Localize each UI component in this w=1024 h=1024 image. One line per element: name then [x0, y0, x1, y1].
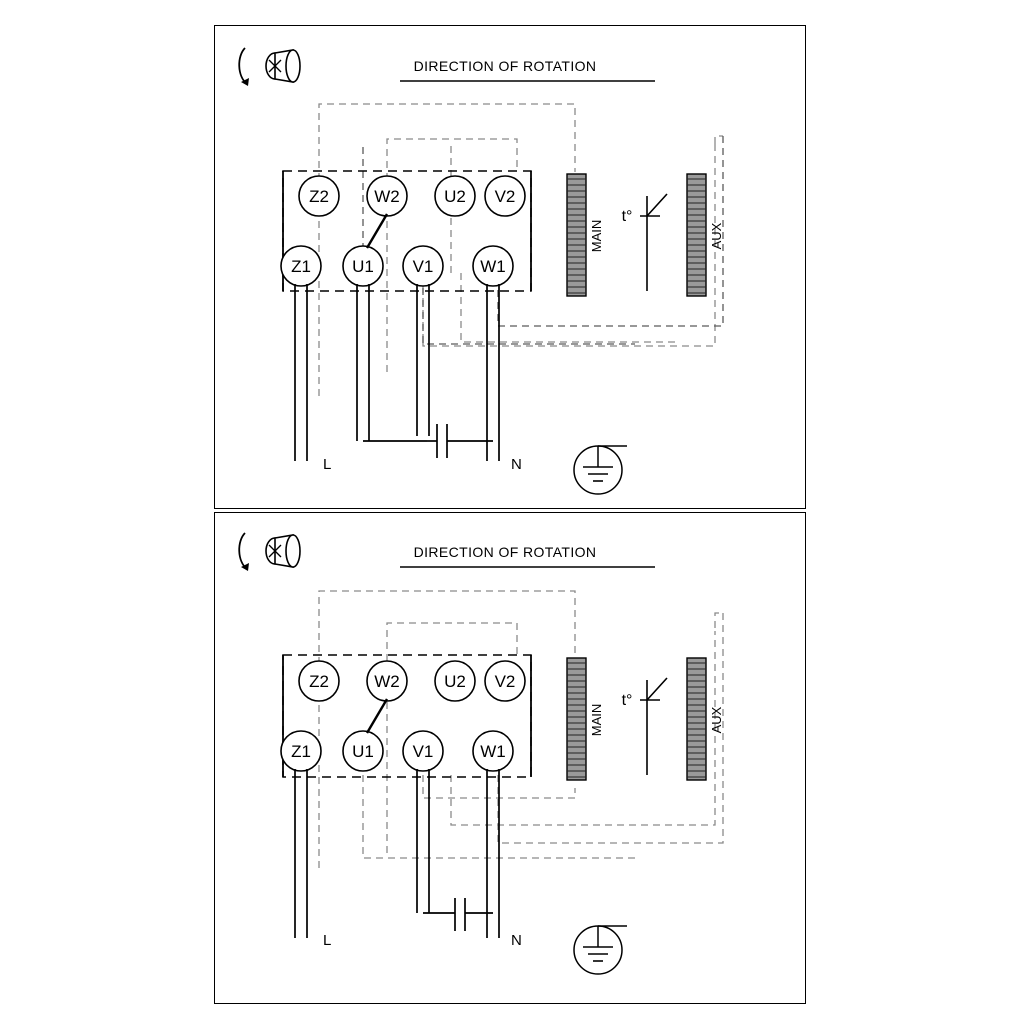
thermal-switch-label: t°: [621, 208, 633, 225]
earth-ground-icon: [574, 446, 627, 494]
terminal-v1-label: V1: [412, 742, 434, 761]
supply-wires-bottom: [295, 769, 499, 938]
terminal-z2[interactable]: [299, 661, 339, 701]
line-label-L: L: [323, 932, 332, 949]
winding-aux: [687, 174, 724, 296]
terminal-w1-label: W1: [480, 257, 506, 276]
winding-main-label: MAIN: [589, 703, 604, 737]
winding-main-label: MAIN: [589, 219, 604, 253]
supply-wires-top: [295, 284, 499, 461]
thermal-switch: [622, 194, 667, 291]
dashed-wiring-bottom: [319, 591, 723, 868]
terminal-w2-label: W2: [374, 187, 400, 206]
terminal-z2-label: Z2: [309, 672, 329, 691]
terminal-u1-label: U1: [352, 257, 374, 276]
terminal-w1-label: W1: [480, 742, 506, 761]
terminal-w2[interactable]: [367, 176, 407, 216]
terminal-v2[interactable]: [485, 176, 525, 216]
terminal-z1[interactable]: [281, 246, 321, 286]
rotation-label-top: DIRECTION OF ROTATION: [413, 58, 597, 74]
terminal-w2[interactable]: [367, 661, 407, 701]
neutral-label-N: N: [511, 932, 522, 949]
terminal-v1-label: V1: [412, 257, 434, 276]
winding-main: [567, 174, 604, 296]
line-label-L: L: [323, 456, 332, 473]
dashed-wiring-top: [319, 104, 723, 396]
motor-shaft-rotation-icon: [239, 48, 300, 86]
winding-main: [567, 658, 604, 780]
terminal-u2-label: U2: [444, 672, 466, 691]
terminal-row-top: [299, 661, 525, 701]
winding-aux: [687, 658, 724, 780]
rotation-label-bottom: DIRECTION OF ROTATION: [413, 544, 597, 560]
panel-bottom: [214, 512, 806, 1004]
terminal-u2-label: U2: [444, 187, 466, 206]
thermal-switch-label: t°: [621, 692, 633, 709]
winding-aux-label: AUX: [709, 706, 724, 734]
panel-top-svg: [215, 26, 801, 504]
terminal-u1-label: U1: [352, 742, 374, 761]
panel-top: [214, 25, 806, 509]
terminal-z1-label: Z1: [291, 742, 311, 761]
terminal-u1[interactable]: [343, 731, 383, 771]
terminal-u2[interactable]: [435, 661, 475, 701]
terminal-z2[interactable]: [299, 176, 339, 216]
terminal-v2-label: V2: [494, 672, 516, 691]
panel-bottom-svg: [215, 513, 801, 999]
terminal-u2[interactable]: [435, 176, 475, 216]
terminal-z2-label: Z2: [309, 187, 329, 206]
winding-aux-label: AUX: [709, 222, 724, 250]
terminal-v2[interactable]: [485, 661, 525, 701]
terminal-v1[interactable]: [403, 731, 443, 771]
terminal-v2-label: V2: [494, 187, 516, 206]
terminal-w1[interactable]: [473, 731, 513, 771]
terminal-w1[interactable]: [473, 246, 513, 286]
neutral-label-N: N: [511, 456, 522, 473]
terminal-row-bottom: [281, 699, 513, 771]
terminal-v1[interactable]: [403, 246, 443, 286]
terminal-w2-label: W2: [374, 672, 400, 691]
terminal-row-top: [299, 176, 525, 216]
terminal-z1-label: Z1: [291, 257, 311, 276]
thermal-switch: [622, 678, 667, 775]
earth-ground-icon: [574, 926, 627, 974]
terminal-z1[interactable]: [281, 731, 321, 771]
terminal-u1[interactable]: [343, 246, 383, 286]
terminal-row-bottom: [281, 214, 513, 286]
motor-shaft-rotation-icon: [239, 533, 300, 571]
